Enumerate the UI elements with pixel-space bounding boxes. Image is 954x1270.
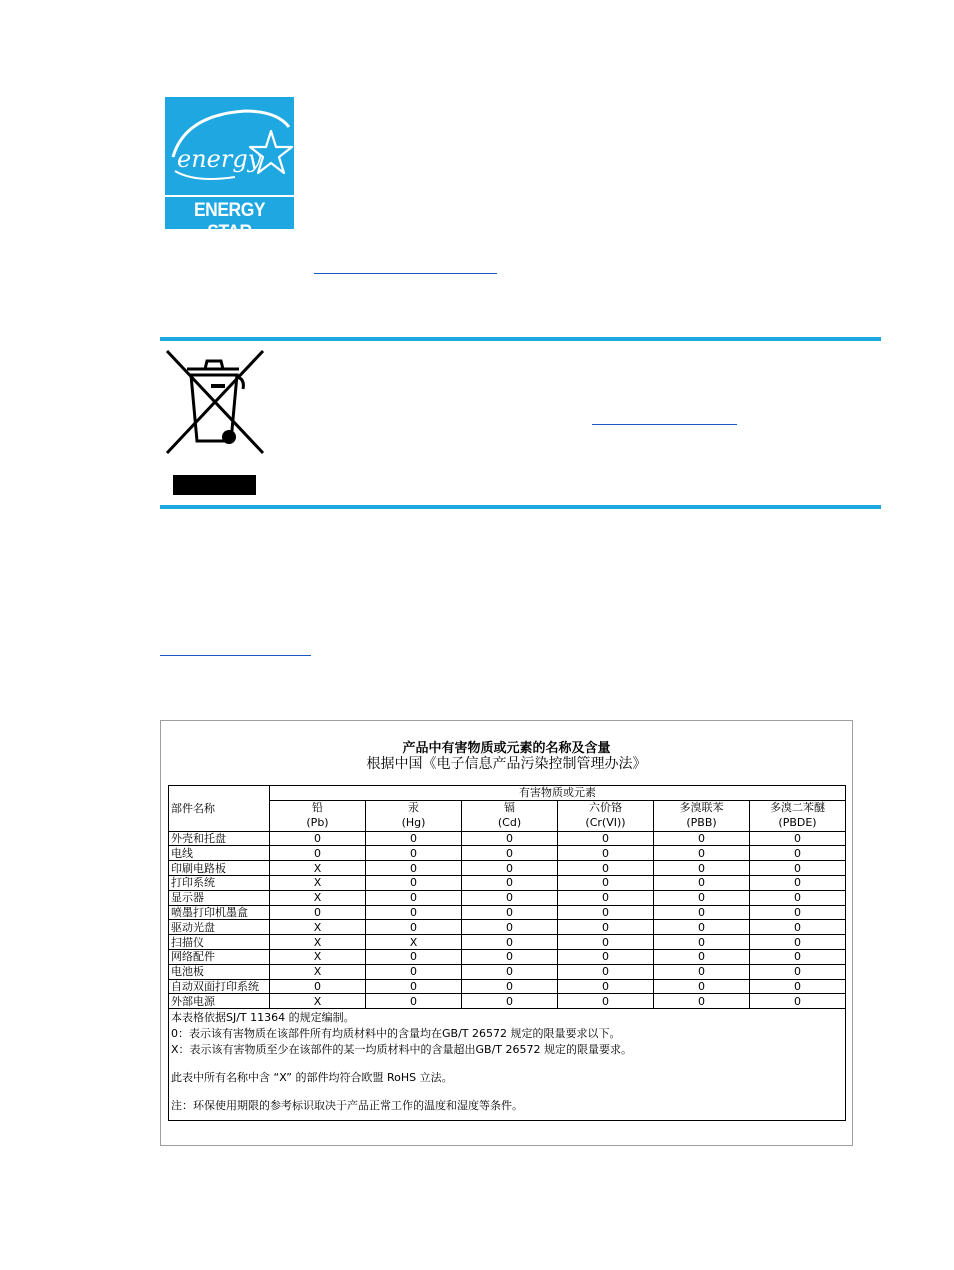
substance-value-cell: X: [270, 935, 366, 950]
substance-value-cell: 0: [654, 964, 750, 979]
substance-value-cell: X: [270, 861, 366, 876]
substance-name-header: 六价铬: [558, 800, 654, 814]
table-row: [169, 935, 846, 950]
substance-value-cell: 0: [462, 861, 558, 876]
substance-value-cell: 0: [654, 920, 750, 935]
substance-value-cell: 0: [366, 949, 462, 964]
substance-value-cell: 0: [558, 831, 654, 846]
substance-symbol-header: (Hg): [366, 815, 462, 832]
substance-value-cell: 0: [750, 861, 846, 876]
energy-script-text: energy: [177, 145, 262, 173]
note-n3: X：表示该有害物质至少在该部件的某一均质材料中的含量超出GB/T 26572 规定的限量要求。: [171, 1043, 633, 1057]
substance-value-cell: 0: [558, 920, 654, 935]
section-divider-bottom: [160, 505, 881, 509]
substance-value-cell: 0: [462, 979, 558, 994]
table-row: [169, 861, 846, 876]
hazardous-substance-table: [168, 785, 846, 1121]
substance-value-cell: X: [270, 875, 366, 890]
hyperlink-underline-3[interactable]: [160, 655, 311, 656]
crossed-out-wheelie-bin-icon: [165, 349, 265, 499]
substance-value-cell: 0: [366, 890, 462, 905]
note-n5: 注：环保使用期限的参考标识取决于产品正常工作的温度和湿度等条件。: [171, 1099, 523, 1113]
substance-value-cell: 0: [462, 875, 558, 890]
substance-symbol-header: (PBB): [654, 815, 750, 832]
substance-value-cell: 0: [462, 890, 558, 905]
substance-value-cell: 0: [750, 964, 846, 979]
note-n1: 本表格依据SJ/T 11364 的规定编制。: [171, 1011, 355, 1025]
substance-value-cell: 0: [654, 994, 750, 1009]
table-row: [169, 994, 846, 1009]
notes-row: [169, 1009, 846, 1121]
substance-value-cell: 0: [654, 949, 750, 964]
substance-value-cell: 0: [462, 964, 558, 979]
substance-value-cell: 0: [654, 935, 750, 950]
table-row: [169, 831, 846, 846]
note-n2: 0：表示该有害物质在该部件所有均质材料中的含量均在GB/T 26572 规定的限量要求以下。: [171, 1027, 621, 1041]
substance-value-cell: 0: [654, 831, 750, 846]
substance-value-cell: 0: [270, 846, 366, 861]
substance-value-cell: 0: [750, 905, 846, 920]
substance-value-cell: 0: [366, 920, 462, 935]
table-row: [169, 964, 846, 979]
substance-value-cell: 0: [558, 994, 654, 1009]
substance-group-header: 有害物质或元素: [270, 786, 846, 801]
table-row: [169, 890, 846, 905]
substance-value-cell: 0: [750, 994, 846, 1009]
substance-value-cell: 0: [558, 935, 654, 950]
part-name-header: 部件名称: [169, 786, 270, 832]
substance-value-cell: 0: [654, 979, 750, 994]
energy-star-label: ENERGY STAR: [193, 200, 266, 243]
substance-value-cell: 0: [750, 935, 846, 950]
part-name-cell: 电线: [169, 846, 270, 861]
part-name-cell: 外部电源: [169, 994, 270, 1009]
part-name-cell: 自动双面打印系统: [169, 979, 270, 994]
substance-value-cell: 0: [750, 979, 846, 994]
substance-value-cell: X: [270, 890, 366, 905]
logo-divider: [165, 195, 294, 197]
part-name-cell: 喷墨打印机墨盒: [169, 905, 270, 920]
substance-value-cell: 0: [366, 905, 462, 920]
hyperlink-underline-2[interactable]: [592, 424, 737, 425]
substance-value-cell: 0: [558, 861, 654, 876]
substance-value-cell: 0: [366, 964, 462, 979]
note-spacer: [171, 1058, 843, 1070]
note-n4: 此表中所有名称中含 “X” 的部件均符合欧盟 RoHS 立法。: [171, 1071, 453, 1085]
substance-name-header: 铅: [270, 800, 366, 814]
energy-star-logo: [165, 97, 294, 243]
table-row: [169, 905, 846, 920]
china-rohs-table-frame: [160, 720, 853, 1146]
substance-value-cell: 0: [462, 905, 558, 920]
hyperlink-underline-1[interactable]: [314, 273, 497, 274]
table-row: [169, 846, 846, 861]
substance-value-cell: 0: [558, 979, 654, 994]
substance-value-cell: 0: [654, 861, 750, 876]
part-name-cell: 电池板: [169, 964, 270, 979]
substance-value-cell: 0: [750, 920, 846, 935]
substance-value-cell: 0: [366, 846, 462, 861]
substance-value-cell: 0: [750, 890, 846, 905]
part-name-cell: 网络配件: [169, 949, 270, 964]
substance-value-cell: 0: [270, 831, 366, 846]
substance-name-header: 多溴二苯醚: [750, 800, 846, 814]
substance-value-cell: 0: [270, 905, 366, 920]
substance-value-cell: X: [270, 994, 366, 1009]
substance-value-cell: 0: [462, 920, 558, 935]
weee-symbol: [165, 349, 265, 499]
substance-value-cell: 0: [366, 831, 462, 846]
substance-value-cell: 0: [750, 846, 846, 861]
table-row: [169, 949, 846, 964]
substance-value-cell: 0: [750, 949, 846, 964]
substance-name-header: 汞: [366, 800, 462, 814]
section-divider-top: [160, 337, 881, 341]
energy-star-swoosh-icon: [165, 97, 294, 195]
substance-value-cell: 0: [654, 905, 750, 920]
substance-value-cell: 0: [366, 875, 462, 890]
table-row: [169, 920, 846, 935]
part-name-cell: 外壳和托盘: [169, 831, 270, 846]
rohs-table-subtitle: 根据中国《电子信息产品污染控制管理办法》: [366, 756, 647, 772]
substance-value-cell: 0: [750, 875, 846, 890]
part-name-cell: 扫描仪: [169, 935, 270, 950]
substance-value-cell: 0: [558, 875, 654, 890]
substance-value-cell: 0: [270, 979, 366, 994]
substance-value-cell: 0: [654, 846, 750, 861]
substance-symbol-header: (Pb): [270, 815, 366, 832]
substance-value-cell: X: [270, 920, 366, 935]
substance-symbol-header: (Cd): [462, 815, 558, 832]
substance-value-cell: 0: [366, 994, 462, 1009]
part-name-cell: 驱动光盘: [169, 920, 270, 935]
table-row: [169, 875, 846, 890]
substance-symbol-header: (Cr(VI)): [558, 815, 654, 832]
substance-value-cell: X: [366, 935, 462, 950]
substance-value-cell: 0: [750, 831, 846, 846]
table-notes: [169, 1009, 846, 1121]
substance-value-cell: 0: [654, 875, 750, 890]
substance-value-cell: 0: [462, 994, 558, 1009]
substance-value-cell: 0: [654, 890, 750, 905]
substance-name-header: 镉: [462, 800, 558, 814]
substance-value-cell: X: [270, 949, 366, 964]
substance-value-cell: 0: [366, 861, 462, 876]
substance-value-cell: 0: [558, 905, 654, 920]
substance-value-cell: 0: [558, 846, 654, 861]
part-name-cell: 打印系统: [169, 875, 270, 890]
substance-value-cell: 0: [462, 949, 558, 964]
note-spacer: [171, 1086, 843, 1098]
part-name-cell: 印刷电路板: [169, 861, 270, 876]
substance-value-cell: 0: [462, 846, 558, 861]
substance-value-cell: X: [270, 964, 366, 979]
substance-value-cell: 0: [558, 949, 654, 964]
substance-symbol-header: (PBDE): [750, 815, 846, 832]
substance-value-cell: 0: [366, 979, 462, 994]
substance-value-cell: 0: [558, 964, 654, 979]
substance-value-cell: 0: [462, 935, 558, 950]
substance-name-header: 多溴联苯: [654, 800, 750, 814]
rohs-table-title: 产品中有害物质或元素的名称及含量: [402, 741, 611, 756]
substance-value-cell: 0: [462, 831, 558, 846]
table-row: [169, 979, 846, 994]
part-name-cell: 显示器: [169, 890, 270, 905]
substance-value-cell: 0: [558, 890, 654, 905]
